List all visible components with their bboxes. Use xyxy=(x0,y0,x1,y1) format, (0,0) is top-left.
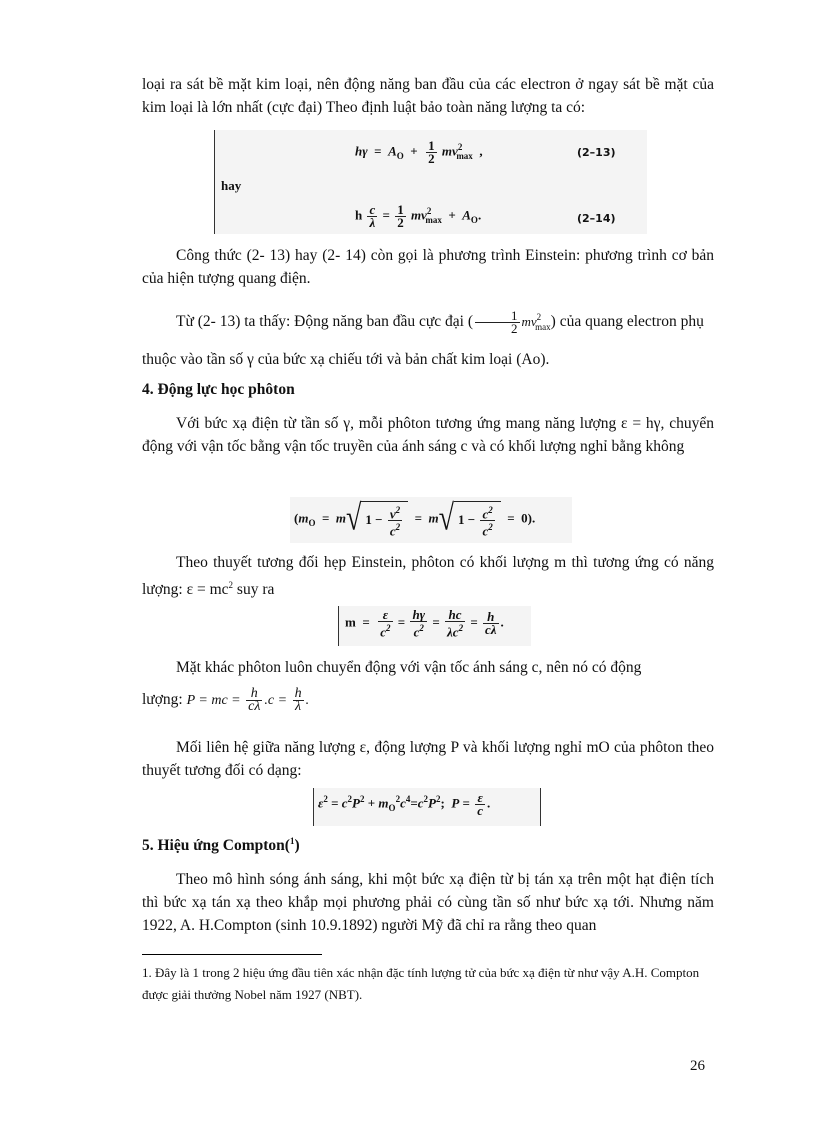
heading-compton-close: ) xyxy=(294,837,300,855)
equation-2-13: $h\gamma = A_O$ + $\frac{1}{2}$ $mv^2_{max}$ , xyxy=(355,138,483,166)
heading-compton-effect xyxy=(142,836,300,855)
heading-photon-dynamics: 4. Động lực học phôton xyxy=(142,381,295,398)
energy-momentum-equation: $\varepsilon^2 = c^2P^2 + m_O^2c^4=c^2P^2$; P = $\frac{\varepsilon}{c}$ . xyxy=(318,790,491,818)
heading-compton-text: 5. Hiệu ứng Compton( xyxy=(142,837,290,855)
page-number: 26 xyxy=(690,1058,705,1074)
footnote: 1. Đây là 1 trong 2 hiệu ứng đầu tiên xác nhận đặc tính lượng tử của bức xạ điện từ như vậy A.H. Compton được giải thưởng Nobel năm 1927 (NBT). xyxy=(142,965,700,1002)
rest-mass-equation-box xyxy=(290,497,572,543)
rest-mass-equation: ($m_O = m√$ 1 − $\frac{v^2}{c^2}$ = m√ 1 − $\frac{c^2}{c^2}$ = 0). xyxy=(294,498,536,539)
equation-number-2-14: (2–14) xyxy=(577,212,616,225)
p6-part-b: lượng: xyxy=(142,691,183,708)
p3-part-a: Từ (2- 13) ta thấy: Động năng ban đầu cực đại ( xyxy=(176,313,473,331)
hay-label: hay xyxy=(221,178,242,193)
paragraph-energy-momentum: Mối liên hệ giữa năng lượng ε, động lượng P và khối lượng nghỉ mO của phôton theo thuyết tương đối có dạng: xyxy=(142,739,714,779)
photon-mass-equation-box xyxy=(338,606,531,646)
footnote-marker: 1 xyxy=(289,836,295,846)
half-fraction: $\frac{1}{2}$ xyxy=(475,310,520,335)
paragraph-momentum: Mặt khác phôton luôn chuyển động với vận tốc ánh sáng c, nên nó có động xyxy=(176,659,642,676)
paragraph-intro: loại ra sát bề mặt kim loại, nên động năng ban đầu của các electron ở ngay sát bề mặt của kim loại là lớn nhất (cực đại) Theo định luật bảo toàn năng lượng ta có: xyxy=(142,76,714,116)
momentum-line xyxy=(142,682,714,719)
energy-momentum-equation-box xyxy=(313,788,541,826)
p5-part-a: Theo thuyết tương đối hẹp Einstein, phôton có khối lượng m thì tương ứng có năng lượng: ε = mc xyxy=(142,554,714,599)
equation-number-2-13: (2–13) xyxy=(577,146,616,159)
paragraph-einstein-equation: Công thức (2- 13) hay (2- 14) còn gọi là phương trình Einstein: phương trình cơ bản của hiện tượng quang điện. xyxy=(142,247,714,287)
paragraph-special-relativity: Theo thuyết tương đối hẹp Einstein, phôton có khối lượng m thì tương ứng có năng lượng: $\varepsilon = mc^2$ suy ra xyxy=(142,554,714,599)
equation-2-14: h $\frac{c}{\lambda}$ = $\frac{1}{2}$ $mv^2_{max} + A_O$. xyxy=(355,202,482,230)
einstein-equation-box xyxy=(214,130,647,234)
paragraph-photon-energy: Với bức xạ điện từ tần số γ, mỗi phôton tương ứng mang năng lượng ε = hγ, chuyển động với vận tốc bằng vận tốc truyền của ánh sáng c và có khối lượng nghỉ bằng không xyxy=(142,415,714,455)
photon-mass-equation: m = $\frac{\varepsilon}{c^2}$ = $\frac{h\gamma}{c^2}$ = $\frac{hc}{\lambda c^2}$ = $\frac{h}{c\lambda}$ . xyxy=(345,607,504,640)
p3-part-b: ) của quang electron phụ xyxy=(550,313,704,331)
p5-part-b: suy ra xyxy=(233,581,275,599)
paragraph-compton: Theo mô hình sóng ánh sáng, khi một bức xạ điện từ bị tán xạ trên một hạt điện tích thì bức xạ tán xạ theo khắp mọi phương phải có cùng tần số như bức xạ tới. Nhưng năm 1922, A. H.Compton (sinh 10.9.1892) người Mỹ đã chỉ ra rằng theo quan xyxy=(142,871,714,934)
momentum-equation: P = mc = $\frac{h}{c\lambda}$ .c = $\frac{h}{\lambda}$ . xyxy=(186,686,310,715)
paragraph-max-kinetic: Từ (2- 13) ta thấy: Động năng ban đầu cực đại ( $\frac{1}{2}$ $mv^2_{max}$) của quang electron phụ xyxy=(176,308,704,337)
footnote-divider xyxy=(142,954,322,955)
paragraph-max-kinetic-cont: thuộc vào tần số γ của bức xạ chiếu tới và bản chất kim loại (Ao). xyxy=(142,351,550,368)
